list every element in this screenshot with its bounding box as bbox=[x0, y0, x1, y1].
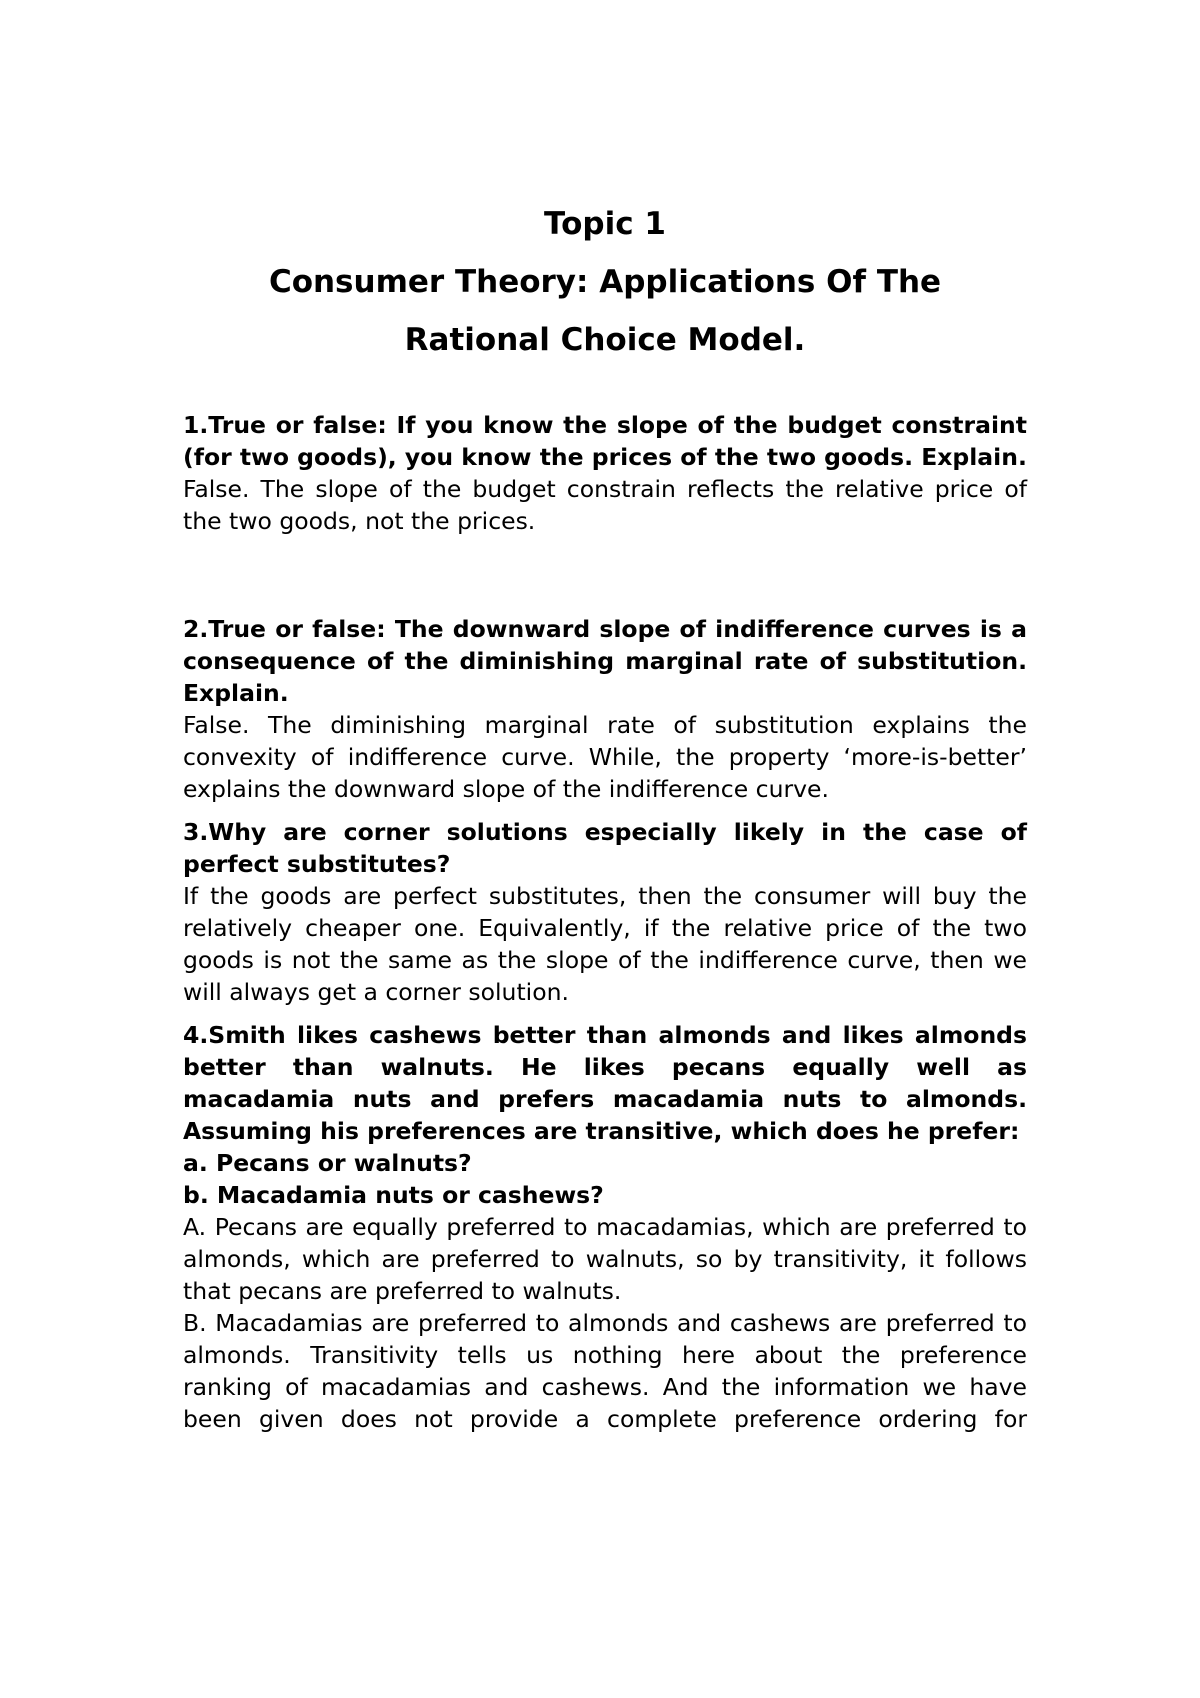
question-1: 1.True or false: If you know the slope of the budget constraint (for two goods), you know the prices of the two goods. Explain. bbox=[183, 411, 1027, 471]
question-block-1 bbox=[183, 409, 1027, 537]
title-line-2: Rational Choice Model. bbox=[404, 322, 806, 358]
question-4-part-a: a. Pecans or walnuts? bbox=[183, 1149, 472, 1177]
answer-4-part-a: A. Pecans are equally preferred to macadamias, which are preferred to almonds, which are preferred to walnuts, so by transitivity, it follows that pecans are preferred to walnuts. bbox=[183, 1213, 1027, 1305]
title-line-1: Consumer Theory: Applications Of The bbox=[268, 264, 942, 300]
answer-1: False. The slope of the budget constrain reflects the relative price of the two goods, not the prices. bbox=[183, 475, 1027, 535]
document-page bbox=[183, 0, 1027, 1698]
answer-2: False. The diminishing marginal rate of substitution explains the convexity of indifference curve. While, the property ‘more-is-better’ explains the downward slope of the indifference curve. bbox=[183, 711, 1027, 803]
answer-3: If the goods are perfect substitutes, then the consumer will buy the relatively cheaper one. Equivalently, if the relative price of the two goods is not the same as the slope of the indifference curve, then we will always get a corner solution. bbox=[183, 882, 1027, 1006]
question-4: 4.Smith likes cashews better than almonds and likes almonds better than walnuts. He likes pecans equally well as macadamia nuts and prefers macadamia nuts to almonds. Assuming his preferences are transitive, which does he prefer: bbox=[183, 1021, 1027, 1145]
question-3: 3.Why are corner solutions especially likely in the case of perfect substitutes? bbox=[183, 818, 1027, 878]
question-block-4 bbox=[183, 1019, 1027, 1435]
answer-4-part-b: B. Macadamias are preferred to almonds and cashews are preferred to almonds. Transitivity tells us nothing here about the preference ranking of macadamias and cashews. And the information we have been given does not provide a complete preference ordering for bbox=[183, 1309, 1027, 1433]
question-4-part-b: b. Macadamia nuts or cashews? bbox=[183, 1181, 604, 1209]
question-block-3 bbox=[183, 816, 1027, 1008]
question-2: 2.True or false: The downward slope of indifference curves is a consequence of the diminishing marginal rate of substitution. Explain. bbox=[183, 615, 1027, 707]
topic-heading: Topic 1 bbox=[544, 206, 666, 242]
question-block-2 bbox=[183, 613, 1027, 805]
